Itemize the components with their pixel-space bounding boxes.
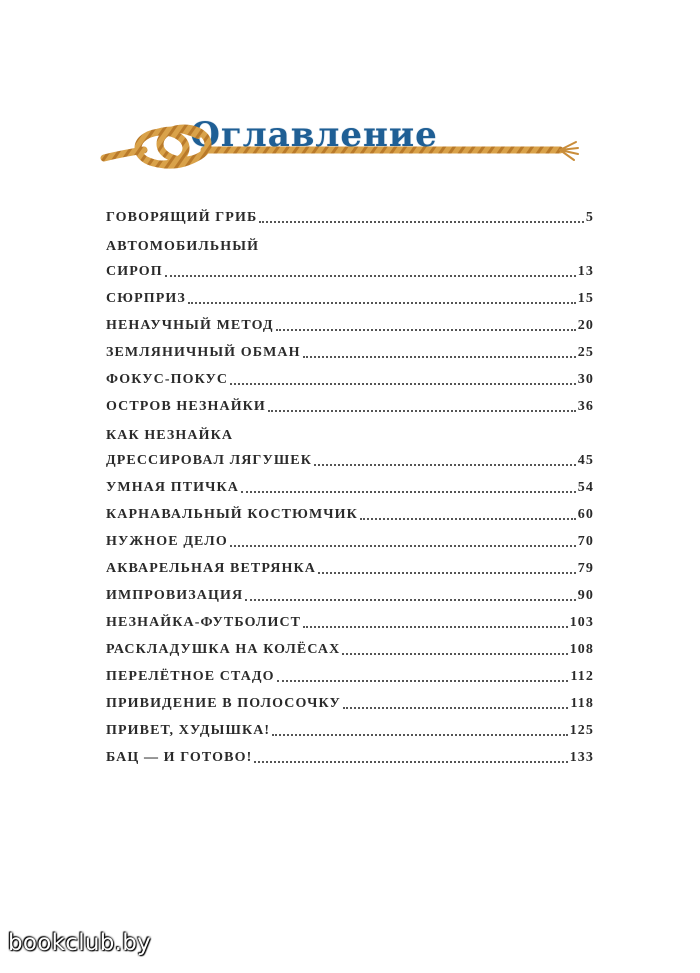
dot-leader: [241, 491, 576, 493]
toc-entry-10: [106, 501, 594, 528]
toc-entry-8: [106, 420, 594, 474]
toc-entry-9: [106, 474, 594, 501]
toc-entry-title: ДРЕССИРОВАЛ ЛЯГУШЕК: [106, 453, 312, 468]
toc-entry-19: [106, 744, 594, 771]
dot-leader: [314, 464, 576, 466]
toc-entry-page: 70: [577, 534, 594, 549]
toc-entry-title: ФОКУС-ПОКУС: [106, 372, 229, 387]
toc-entry-title: СЮРПРИЗ: [106, 291, 186, 306]
toc-entry-13: [106, 582, 594, 609]
toc-entry-title: СИРОП: [106, 264, 163, 279]
dot-leader: [277, 680, 569, 682]
dot-leader: [268, 410, 576, 412]
toc-entry-12: [106, 555, 594, 582]
toc-entry-page: 54: [577, 480, 594, 495]
toc-entry-page: 5: [585, 210, 594, 225]
toc-entry-2: [106, 231, 594, 285]
toc-entry-5: [106, 339, 594, 366]
toc-entry-page: 60: [577, 507, 594, 522]
dot-leader: [276, 329, 576, 331]
toc-entry-6: [106, 366, 594, 393]
dot-leader: [188, 302, 576, 304]
toc-entry-title-line1: АВТОМОБИЛЬНЫЙ: [106, 239, 260, 254]
toc-entry-page: 20: [577, 318, 594, 333]
toc-entry-11: [106, 528, 594, 555]
toc-entry-page: 13: [577, 264, 594, 279]
toc-entry-page: 90: [577, 588, 594, 603]
toc-entry-title: ПРИВЕТ, ХУДЫШКА!: [106, 723, 271, 738]
toc-entry-page: 30: [577, 372, 594, 387]
toc-entry-17: [106, 690, 594, 717]
table-of-contents: [106, 204, 594, 771]
toc-entry-page: 133: [569, 750, 594, 765]
page-title: Оглавление: [190, 114, 438, 155]
toc-entry-3: [106, 285, 594, 312]
toc-entry-16: [106, 663, 594, 690]
toc-entry-18: [106, 717, 594, 744]
dot-leader: [254, 761, 567, 763]
dot-leader: [342, 653, 567, 655]
toc-entry-page: 79: [577, 561, 594, 576]
dot-leader: [318, 572, 576, 574]
toc-entry-title: НЕЗНАЙКА-ФУТБОЛИСТ: [106, 615, 302, 630]
toc-entry-title: РАСКЛАДУШКА НА КОЛЁСАХ: [106, 642, 341, 657]
toc-entry-title: ПЕРЕЛЁТНОЕ СТАДО: [106, 669, 275, 684]
toc-entry-title: УМНАЯ ПТИЧКА: [106, 480, 239, 495]
toc-entry-page: 45: [577, 453, 594, 468]
toc-entry-title: НЕНАУЧНЫЙ МЕТОД: [106, 318, 274, 333]
dot-leader: [303, 626, 568, 628]
rope-knot-icon: [100, 120, 590, 190]
toc-entry-page: 103: [569, 615, 594, 630]
toc-entry-page: 25: [577, 345, 594, 360]
toc-entry-page: 112: [570, 669, 594, 684]
dot-leader: [303, 356, 576, 358]
toc-entry-title: БАЦ — И ГОТОВО!: [106, 750, 253, 765]
toc-entry-15: [106, 636, 594, 663]
toc-entry-title-line1: КАК НЕЗНАЙКА: [106, 428, 234, 443]
toc-entry-title: ЗЕМЛЯНИЧНЫЙ ОБМАН: [106, 345, 301, 360]
toc-entry-4: [106, 312, 594, 339]
toc-entry-title: АКВАРЕЛЬНАЯ ВЕТРЯНКА: [106, 561, 316, 576]
toc-entry-title: ОСТРОВ НЕЗНАЙКИ: [106, 399, 266, 414]
toc-entry-title: ИМПРОВИЗАЦИЯ: [106, 588, 244, 603]
dot-leader: [230, 545, 576, 547]
dot-leader: [360, 518, 576, 520]
dot-leader: [259, 221, 584, 223]
toc-entry-1: [106, 204, 594, 231]
dot-leader: [245, 599, 576, 601]
toc-entry-title: НУЖНОЕ ДЕЛО: [106, 534, 228, 549]
toc-entry-page: 125: [569, 723, 594, 738]
toc-entry-page: 36: [577, 399, 594, 414]
toc-entry-page: 108: [569, 642, 594, 657]
toc-entry-page: 118: [570, 696, 594, 711]
dot-leader: [272, 734, 567, 736]
toc-entry-14: [106, 609, 594, 636]
toc-entry-title: ГОВОРЯЩИЙ ГРИБ: [106, 210, 258, 225]
dot-leader: [230, 383, 576, 385]
toc-entry-7: [106, 393, 594, 420]
toc-entry-title: КАРНАВАЛЬНЫЙ КОСТЮМЧИК: [106, 507, 358, 522]
toc-entry-page: 15: [577, 291, 594, 306]
dot-leader: [343, 707, 569, 709]
toc-entry-title: ПРИВИДЕНИЕ В ПОЛОСОЧКУ: [106, 696, 341, 711]
watermark-logo: bookclub.by: [8, 930, 152, 956]
dot-leader: [165, 275, 576, 277]
